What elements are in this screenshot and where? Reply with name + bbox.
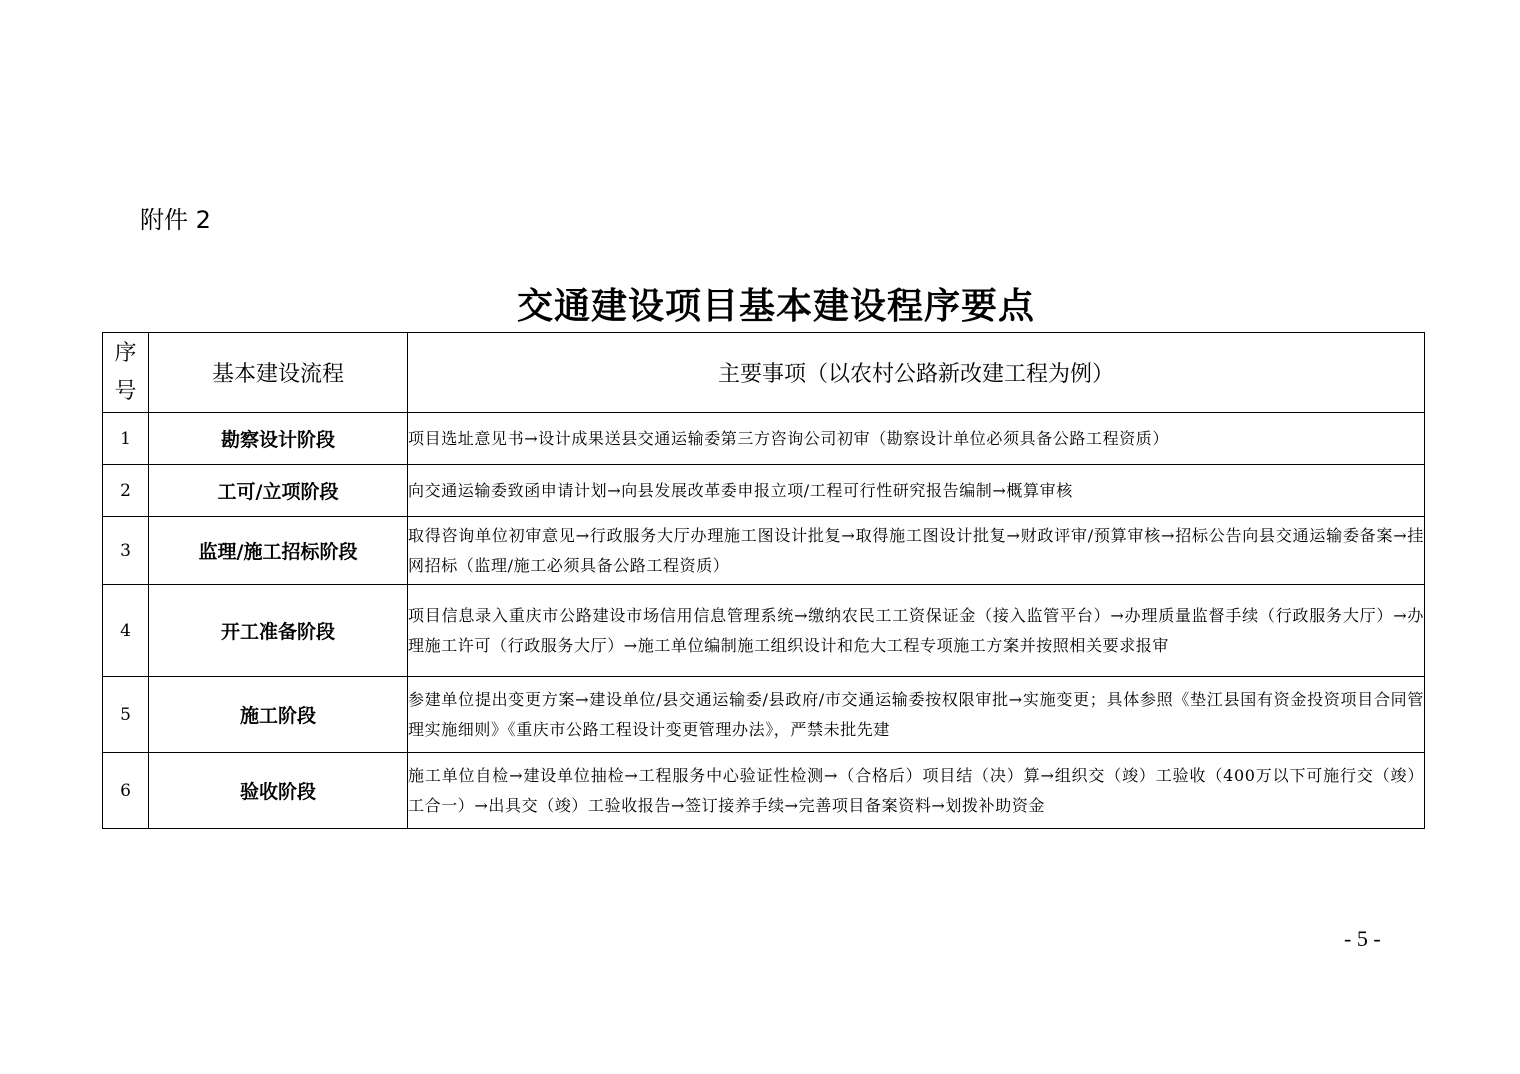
- row-number: 2: [103, 465, 149, 517]
- header-seq-line2: 号: [114, 378, 137, 404]
- document-title: 交通建设项目基本建设程序要点: [516, 285, 1035, 327]
- row-number: 4: [103, 585, 149, 677]
- header-seq-line1: 序: [114, 340, 137, 366]
- header-items: 主要事项（以农村公路新改建工程为例）: [408, 333, 1425, 413]
- page-number: - 5 -: [1344, 926, 1381, 951]
- row-number: 5: [103, 677, 149, 753]
- row-description: 施工单位自检→建设单位抽检→工程服务中心验证性检测→（合格后）项目结（决）算→组织交（竣）工验收（400万以下可施行交（竣）工合一）→出具交（竣）工验收报告→签订接养手续→完善项目备案资料→划拨补助资金: [408, 753, 1425, 829]
- row-number: 3: [103, 517, 149, 585]
- table-row: [103, 585, 1425, 677]
- row-number: 6: [103, 753, 149, 829]
- table-row: [103, 753, 1425, 829]
- table-row: [103, 413, 1425, 465]
- header-flow: 基本建设流程: [149, 333, 408, 413]
- row-stage: 施工阶段: [149, 677, 408, 753]
- row-description: 项目信息录入重庆市公路建设市场信用信息管理系统→缴纳农民工工资保证金（接入监管平台）→办理质量监督手续（行政服务大厅）→办理施工许可（行政服务大厅）→施工单位编制施工组织设计和危大工程专项施工方案并按照相关要求报审: [408, 585, 1425, 677]
- row-stage: 验收阶段: [149, 753, 408, 829]
- row-number: 1: [103, 413, 149, 465]
- row-description: 参建单位提出变更方案→建设单位/县交通运输委/县政府/市交通运输委按权限审批→实施变更；具体参照《垫江县国有资金投资项目合同管理实施细则》《重庆市公路工程设计变更管理办法》，严禁未批先建: [408, 677, 1425, 753]
- row-description: 取得咨询单位初审意见→行政服务大厅办理施工图设计批复→取得施工图设计批复→财政评审/预算审核→招标公告向县交通运输委备案→挂网招标（监理/施工必须具备公路工程资质）: [408, 517, 1425, 585]
- row-stage: 监理/施工招标阶段: [149, 517, 408, 585]
- table-header-row: [103, 333, 1425, 413]
- table-row: [103, 677, 1425, 753]
- row-stage: 勘察设计阶段: [149, 413, 408, 465]
- row-description: 项目选址意见书→设计成果送县交通运输委第三方咨询公司初审（勘察设计单位必须具备公路工程资质）: [408, 413, 1425, 465]
- table-row: [103, 465, 1425, 517]
- attachment-label: 附件 2: [140, 206, 211, 234]
- row-stage: 工可/立项阶段: [149, 465, 408, 517]
- header-seq: [103, 333, 149, 413]
- procedure-table: [102, 332, 1425, 829]
- row-stage: 开工准备阶段: [149, 585, 408, 677]
- table-row: [103, 517, 1425, 585]
- row-description: 向交通运输委致函申请计划→向县发展改革委申报立项/工程可行性研究报告编制→概算审核: [408, 465, 1425, 517]
